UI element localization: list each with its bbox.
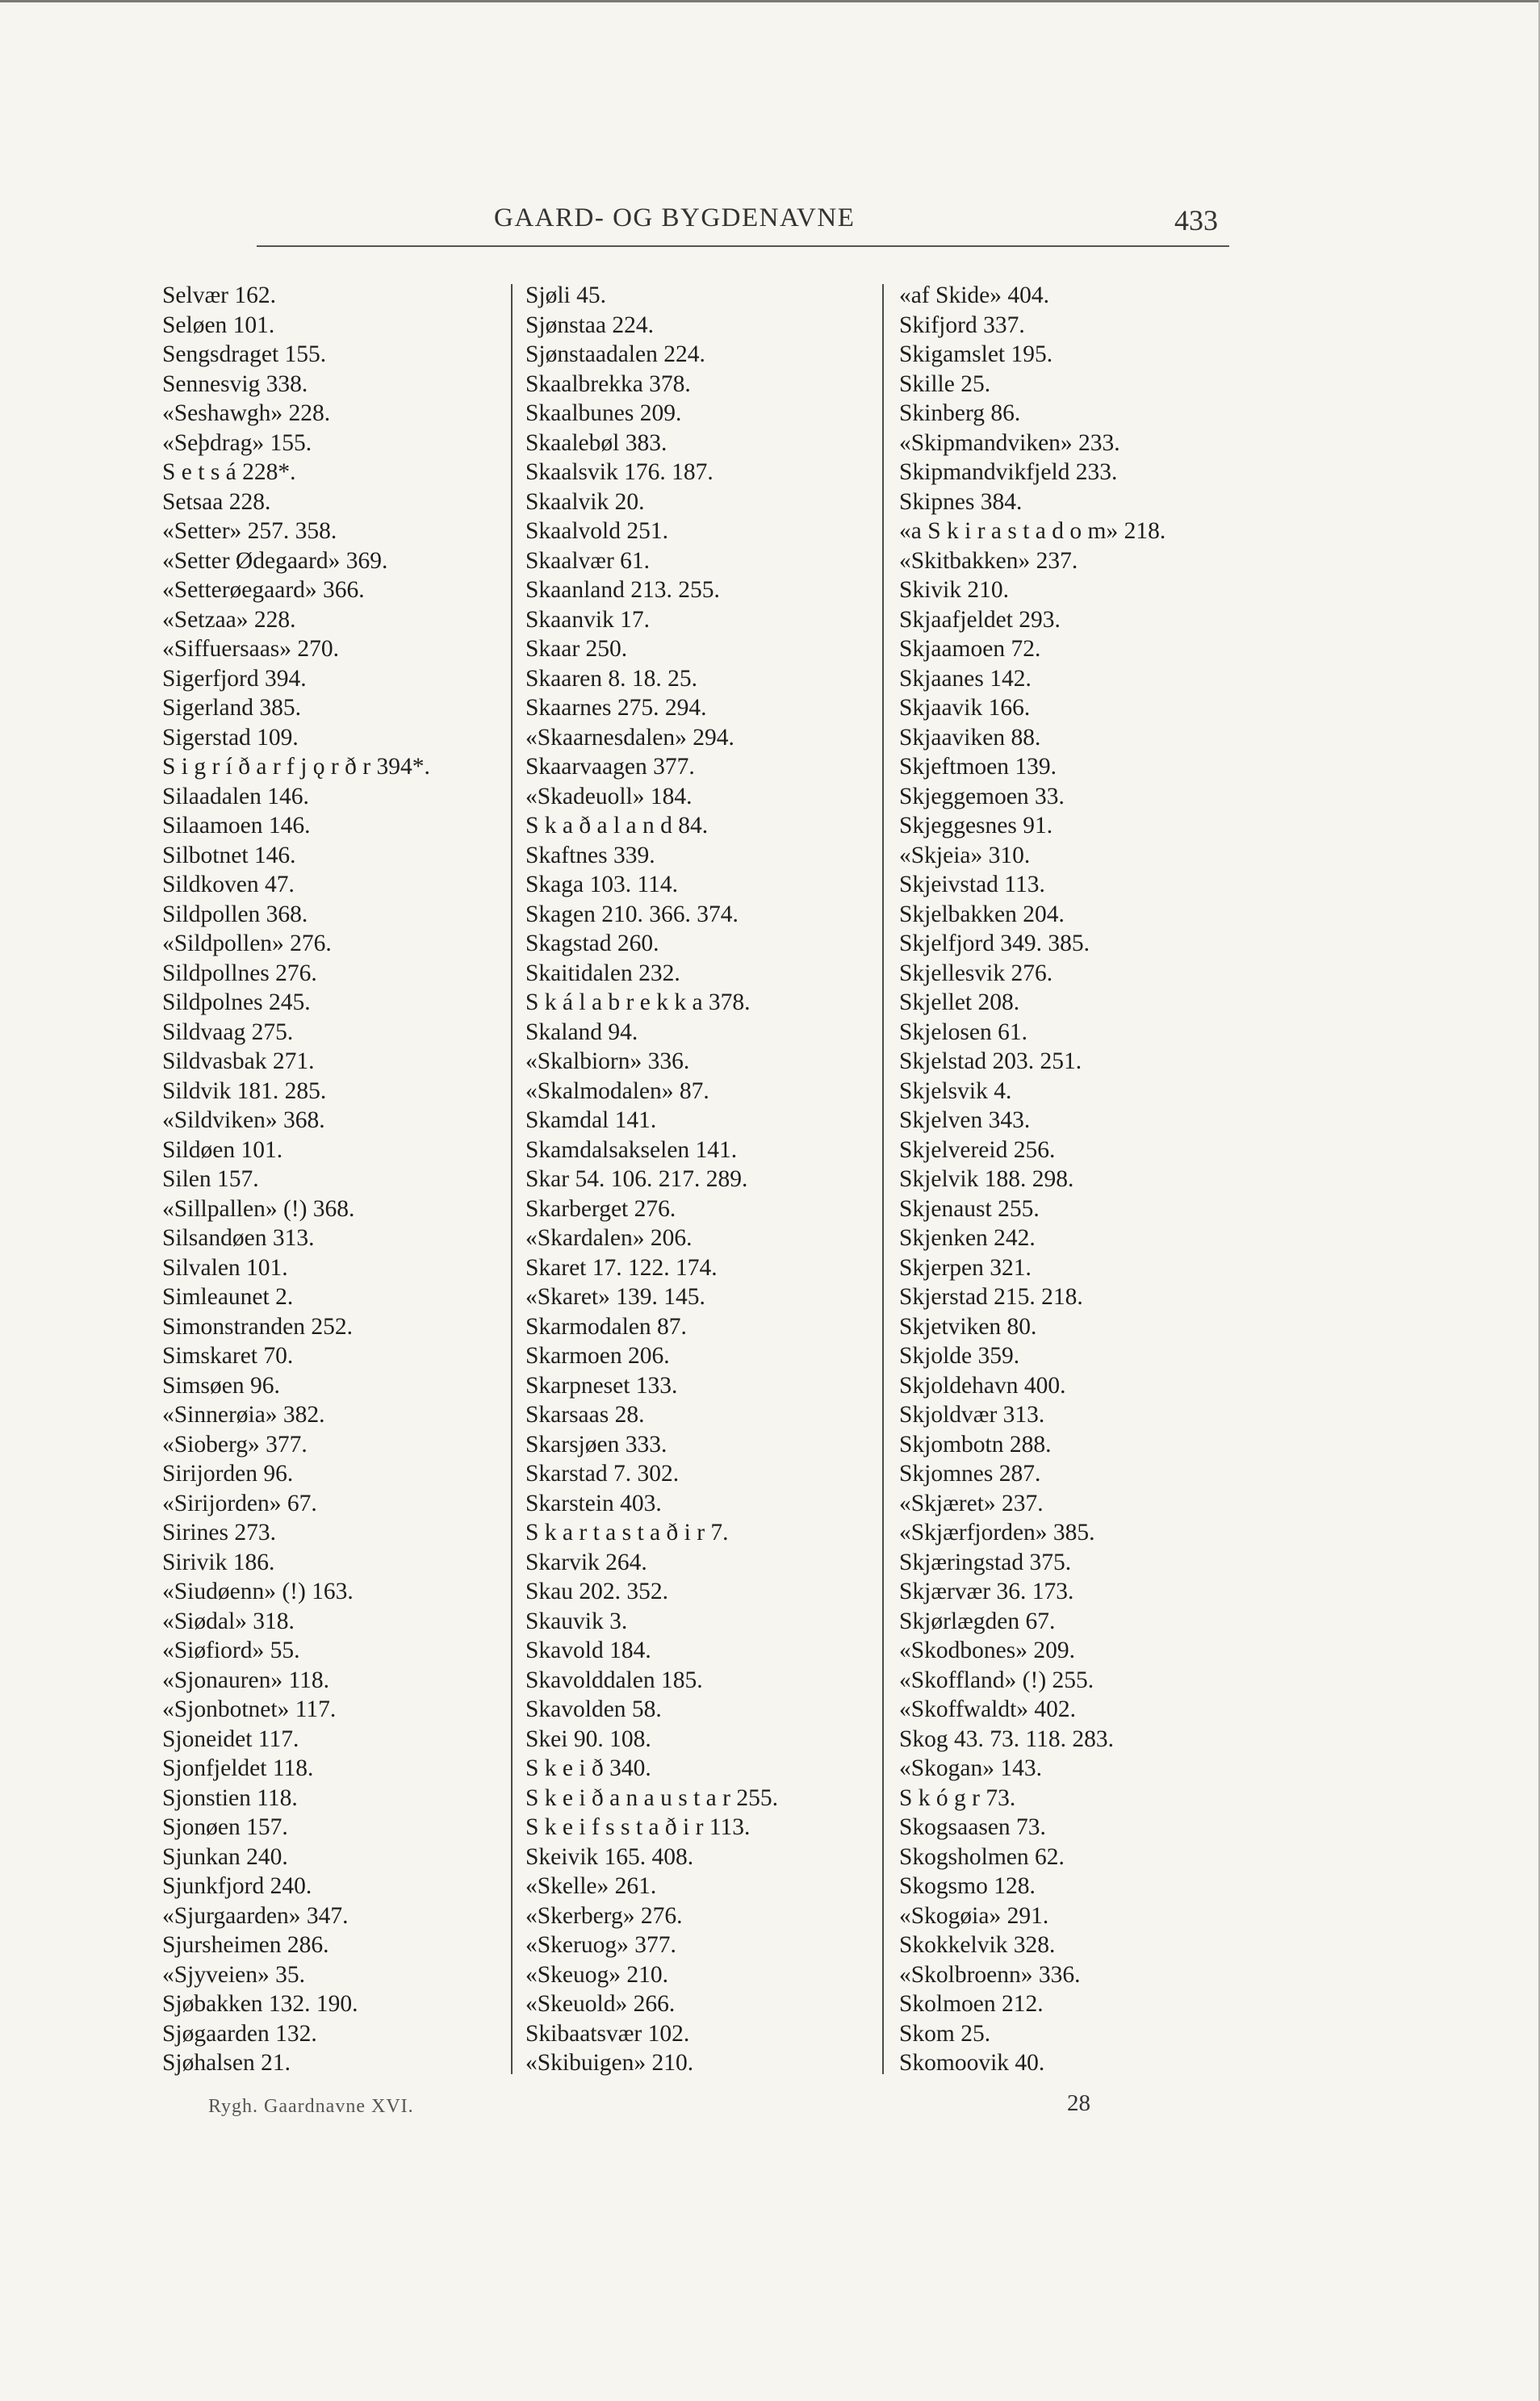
index-entry: «Siudøenn» (!) 163. bbox=[162, 1579, 354, 1604]
index-entry: Skagen 210. 366. 374. bbox=[525, 901, 739, 927]
index-entry: Silbotnet 146. bbox=[162, 842, 296, 868]
index-entry: Skille 25. bbox=[899, 370, 991, 397]
index-entry: Skjaanes 142. bbox=[899, 665, 1032, 692]
index-entry: «Sinnerøia» 382. bbox=[162, 1402, 325, 1428]
running-head: GAARD- OG BYGDENAVNE bbox=[494, 203, 856, 232]
index-entry: Skjelsvik 4. bbox=[899, 1077, 1012, 1104]
index-entry: Skjaamoen 72. bbox=[899, 636, 1041, 662]
index-entry: Sennesvig 338. bbox=[162, 370, 308, 397]
index-entry: Setsaa 228. bbox=[162, 488, 271, 515]
index-entry: Skaaren 8. 18. 25. bbox=[525, 665, 698, 692]
index-entry: «Skardalen» 206. bbox=[525, 1225, 693, 1251]
index-entry: «Setzaa» 228. bbox=[162, 606, 296, 633]
index-entry: Silaamoen 146. bbox=[162, 813, 311, 839]
index-entry: «Skjæret» 237. bbox=[899, 1490, 1044, 1516]
index-entry: Skjerpen 321. bbox=[899, 1254, 1032, 1281]
page-top-edge bbox=[0, 0, 1540, 2]
index-entry: Skarstein 403. bbox=[525, 1490, 662, 1516]
index-entry: Skogsmo 128. bbox=[899, 1873, 1036, 1899]
index-entry: «Skoffland» (!) 255. bbox=[899, 1667, 1094, 1693]
index-entry: Sengsdraget 155. bbox=[162, 341, 327, 367]
index-entry: Silen 157. bbox=[162, 1166, 259, 1192]
index-entry: S k á l a b r e k k a 378. bbox=[525, 989, 751, 1015]
index-entry: Skaitidalen 232. bbox=[525, 960, 680, 986]
index-entry: «Sjyveien» 35. bbox=[162, 1961, 305, 1988]
index-entry: Skarsjøen 333. bbox=[525, 1431, 667, 1458]
index-entry: Simskaret 70. bbox=[162, 1343, 294, 1369]
index-entry: «Sillpallen» (!) 368. bbox=[162, 1195, 355, 1222]
index-entry: Skaanvik 17. bbox=[525, 606, 651, 633]
index-entry: Skinberg 86. bbox=[899, 400, 1021, 426]
index-entry: Sildvasbak 271. bbox=[162, 1048, 315, 1074]
index-entry: «Sjurgaarden» 347. bbox=[162, 1902, 349, 1929]
index-entry: Skjerstad 215. 218. bbox=[899, 1284, 1083, 1310]
index-entry: Sjoneidet 117. bbox=[162, 1725, 299, 1752]
index-entry: Skaalsvik 176. 187. bbox=[525, 459, 714, 485]
index-entry: «Setter Ødegaard» 369. bbox=[162, 547, 388, 574]
index-entry: Sjøgaarden 132. bbox=[162, 2020, 317, 2047]
index-entry: «Skoffwaldt» 402. bbox=[899, 1696, 1077, 1722]
index-entry: Skjelvik 188. 298. bbox=[899, 1166, 1074, 1192]
index-entry: S i g r í ð a r f j ǫ r ð r 394*. bbox=[162, 754, 430, 780]
index-entry: «Sildpollen» 276. bbox=[162, 931, 332, 956]
index-entry: «Sjonauren» 118. bbox=[162, 1667, 330, 1693]
index-entry: «Skogøia» 291. bbox=[899, 1902, 1049, 1929]
index-entry: Skjelbakken 204. bbox=[899, 901, 1065, 927]
index-entry: Sildpolnes 245. bbox=[162, 989, 311, 1015]
index-entry: Skarberget 276. bbox=[525, 1195, 676, 1222]
index-entry: «Skadeuoll» 184. bbox=[525, 783, 693, 809]
index-entry: Sildkoven 47. bbox=[162, 872, 295, 897]
index-entry: «Siødal» 318. bbox=[162, 1608, 295, 1634]
index-entry: Skarstad 7. 302. bbox=[525, 1461, 680, 1487]
index-entry: «Setterøegaard» 366. bbox=[162, 577, 365, 603]
index-entry: «Skolbroenn» 336. bbox=[899, 1961, 1081, 1988]
index-entry: Skeivik 165. 408. bbox=[525, 1843, 694, 1870]
index-entry: Skjelvereid 256. bbox=[899, 1136, 1056, 1163]
index-entry: Skaftnes 339. bbox=[525, 842, 655, 868]
index-entry: S k e i f s s t a ð i r 113. bbox=[525, 1814, 751, 1840]
index-entry: Skjelosen 61. bbox=[899, 1019, 1027, 1045]
index-entry: Skolmoen 212. bbox=[899, 1991, 1044, 2017]
index-entry: Skjaavik 166. bbox=[899, 695, 1031, 721]
index-entry: Skjelstad 203. 251. bbox=[899, 1048, 1082, 1074]
index-entry: «Skerberg» 276. bbox=[525, 1902, 683, 1929]
index-entry: Sjunkan 240. bbox=[162, 1843, 288, 1870]
index-entry: Sjøhalsen 21. bbox=[162, 2050, 291, 2076]
index-entry: Simsøen 96. bbox=[162, 1372, 280, 1399]
index-entry: «Sioberg» 377. bbox=[162, 1431, 308, 1458]
page-number: 433 bbox=[1174, 204, 1218, 236]
index-entry: «Skalmodalen» 87. bbox=[525, 1077, 709, 1104]
index-entry: «Setter» 257. 358. bbox=[162, 518, 337, 544]
index-entry: Sigerfjord 394. bbox=[162, 665, 307, 692]
index-entry: Skjæringstad 375. bbox=[899, 1549, 1072, 1575]
index-entry: Skaanland 213. 255. bbox=[525, 577, 720, 603]
index-entry: Skjeftmoen 139. bbox=[899, 754, 1057, 780]
index-entry: Skaalvold 251. bbox=[525, 518, 668, 544]
index-entry: Skaalbunes 209. bbox=[525, 400, 682, 426]
index-entry: Sildpollnes 276. bbox=[162, 960, 317, 986]
index-entry: Skjenaust 255. bbox=[899, 1195, 1040, 1222]
index-entry: Skaalebøl 383. bbox=[525, 429, 667, 456]
index-entry: Skjelfjord 349. 385. bbox=[899, 931, 1090, 956]
index-entry: Skjaaviken 88. bbox=[899, 724, 1041, 751]
index-entry: Sjursheimen 286. bbox=[162, 1932, 329, 1958]
index-entry: Skavolddalen 185. bbox=[525, 1667, 703, 1693]
index-entry: Skivik 210. bbox=[899, 577, 1010, 603]
header-rule bbox=[257, 245, 1229, 247]
index-entry: Skau 202. 352. bbox=[525, 1579, 668, 1604]
index-entry: Skjomnes 287. bbox=[899, 1461, 1041, 1487]
index-entry: Skaga 103. 114. bbox=[525, 872, 678, 897]
index-entry: Sjønstaa 224. bbox=[525, 312, 654, 338]
index-entry: Skavold 184. bbox=[525, 1638, 651, 1663]
index-entry: Skauvik 3. bbox=[525, 1608, 628, 1634]
index-entry: S k ó g r 73. bbox=[899, 1784, 1016, 1811]
index-entry: S k a r t a s t a ð i r 7. bbox=[525, 1520, 729, 1546]
index-entry: Silvalen 101. bbox=[162, 1254, 288, 1281]
index-entry: Sildvik 181. 285. bbox=[162, 1077, 327, 1104]
index-entry: Skaland 94. bbox=[525, 1019, 638, 1045]
index-entry: Skjeggemoen 33. bbox=[899, 783, 1065, 809]
index-entry: Skarmodalen 87. bbox=[525, 1313, 687, 1340]
index-entry: «Skjeia» 310. bbox=[899, 842, 1031, 868]
index-entry: Skipmandvikfjeld 233. bbox=[899, 459, 1118, 485]
index-entry: Skjellesvik 276. bbox=[899, 960, 1053, 986]
index-entry: Skjeivstad 113. bbox=[899, 872, 1045, 897]
index-entry: Skaar 250. bbox=[525, 636, 628, 662]
index-entry: «Skjærfjorden» 385. bbox=[899, 1520, 1095, 1546]
index-entry: «Seshawgh» 228. bbox=[162, 400, 331, 426]
index-entry: S k e i ð a n a u s t a r 255. bbox=[525, 1784, 778, 1811]
index-entry: Skibaatsvær 102. bbox=[525, 2020, 690, 2047]
index-entry: Silaadalen 146. bbox=[162, 783, 309, 809]
column-rule-2 bbox=[882, 284, 884, 2074]
index-column-1 bbox=[162, 281, 430, 2078]
column-rule-1 bbox=[511, 284, 513, 2074]
index-entry: «Siffuersaas» 270. bbox=[162, 636, 340, 662]
index-entry: S k a ð a l a n d 84. bbox=[525, 813, 709, 839]
index-entry: Sjøli 45. bbox=[525, 282, 606, 308]
index-entry: S k e i ð 340. bbox=[525, 1755, 651, 1781]
index-entry: «Sirijorden» 67. bbox=[162, 1490, 317, 1516]
index-entry: Skjoldehavn 400. bbox=[899, 1372, 1066, 1399]
index-entry: Skaarnes 275. 294. bbox=[525, 695, 707, 721]
index-entry: «Skelle» 261. bbox=[525, 1873, 657, 1899]
index-entry: Sildpollen 368. bbox=[162, 901, 308, 927]
index-entry: Skjørlægden 67. bbox=[899, 1608, 1056, 1634]
index-entry: Skagstad 260. bbox=[525, 931, 659, 956]
index-entry: Skjoldvær 313. bbox=[899, 1402, 1045, 1428]
index-entry: Sjonfjeldet 118. bbox=[162, 1755, 314, 1781]
index-entry: «Sjonbotnet» 117. bbox=[162, 1696, 337, 1722]
index-entry: Skar 54. 106. 217. 289. bbox=[525, 1166, 748, 1192]
index-entry: Skjelven 343. bbox=[899, 1107, 1031, 1133]
index-entry: Skjellet 208. bbox=[899, 989, 1020, 1015]
index-entry: Sigerstad 109. bbox=[162, 724, 299, 751]
index-entry: «Sildviken» 368. bbox=[162, 1107, 325, 1133]
index-entry: Skarvik 264. bbox=[525, 1549, 647, 1575]
index-entry: Skog 43. 73. 118. 283. bbox=[899, 1725, 1115, 1752]
index-entry: «Seþdrag» 155. bbox=[162, 429, 312, 456]
index-entry: Skaalvær 61. bbox=[525, 547, 651, 574]
index-entry: «Skaret» 139. 145. bbox=[525, 1284, 705, 1310]
index-entry: Skarmoen 206. bbox=[525, 1343, 670, 1369]
index-entry: Skomoovik 40. bbox=[899, 2050, 1045, 2076]
index-entry: Sildøen 101. bbox=[162, 1136, 283, 1163]
index-entry: «Skaarnesdalen» 294. bbox=[525, 724, 734, 751]
index-entry: Skamdalsakselen 141. bbox=[525, 1136, 738, 1163]
index-entry: Skjeggesnes 91. bbox=[899, 813, 1053, 839]
index-entry: Skjombotn 288. bbox=[899, 1431, 1052, 1458]
index-entry: «a S k i r a s t a d o m» 218. bbox=[899, 518, 1166, 544]
index-entry: Skjærvær 36. 173. bbox=[899, 1579, 1074, 1604]
index-entry: «Skeruog» 377. bbox=[525, 1932, 676, 1958]
index-entry: Skaret 17. 122. 174. bbox=[525, 1254, 718, 1281]
index-entry: Skarsaas 28. bbox=[525, 1402, 645, 1428]
index-entry: «Skogan» 143. bbox=[899, 1755, 1042, 1781]
index-entry: Skipnes 384. bbox=[899, 488, 1023, 515]
index-entry: Simleaunet 2. bbox=[162, 1284, 294, 1310]
index-entry: Skei 90. 108. bbox=[525, 1725, 651, 1752]
index-entry: Skarpneset 133. bbox=[525, 1372, 678, 1399]
sheet-number: 28 bbox=[1067, 2090, 1090, 2116]
index-entry: Skamdal 141. bbox=[525, 1107, 657, 1133]
index-entry: «Skibuigen» 210. bbox=[525, 2050, 694, 2076]
index-entry: «Skalbiorn» 336. bbox=[525, 1048, 690, 1074]
index-entry: Simonstranden 252. bbox=[162, 1313, 353, 1340]
index-entry: «Siøfiord» 55. bbox=[162, 1638, 300, 1663]
index-entry: Skom 25. bbox=[899, 2020, 991, 2047]
index-entry: Skokkelvik 328. bbox=[899, 1932, 1056, 1958]
index-entry: «Skeuog» 210. bbox=[525, 1961, 668, 1988]
index-entry: Sjunkfjord 240. bbox=[162, 1873, 312, 1899]
index-entry: «Skipmandviken» 233. bbox=[899, 429, 1120, 456]
index-entry: Selvær 162. bbox=[162, 282, 276, 308]
index-entry: Skjolde 359. bbox=[899, 1343, 1020, 1369]
index-entry: Sildvaag 275. bbox=[162, 1019, 294, 1045]
index-entry: Skifjord 337. bbox=[899, 312, 1025, 338]
index-entry: Sjønstaadalen 224. bbox=[525, 341, 705, 367]
index-entry: Silsandøen 313. bbox=[162, 1225, 315, 1251]
index-entry: Skogsholmen 62. bbox=[899, 1843, 1065, 1870]
index-entry: Skaalbrekka 378. bbox=[525, 370, 691, 397]
index-entry: «Skitbakken» 237. bbox=[899, 547, 1078, 574]
index-entry: Skaarvaagen 377. bbox=[525, 754, 695, 780]
signature-mark: Rygh. Gaardnavne XVI. bbox=[208, 2096, 414, 2117]
index-entry: Skjenken 242. bbox=[899, 1225, 1036, 1251]
index-entry: Sirijorden 96. bbox=[162, 1461, 294, 1487]
index-entry: Sjøbakken 132. 190. bbox=[162, 1991, 358, 2017]
index-entry: Skjaafjeldet 293. bbox=[899, 606, 1061, 633]
index-entry: «Skeuold» 266. bbox=[525, 1991, 676, 2017]
index-entry: Sjonstien 118. bbox=[162, 1784, 298, 1811]
index-entry: Sigerland 385. bbox=[162, 695, 302, 721]
index-entry: Sjonøen 157. bbox=[162, 1814, 288, 1840]
index-entry: Sirivik 186. bbox=[162, 1549, 275, 1575]
index-entry: Skigamslet 195. bbox=[899, 341, 1053, 367]
index-entry: Sirines 273. bbox=[162, 1520, 276, 1546]
index-entry: Skogsaasen 73. bbox=[899, 1814, 1046, 1840]
index-entry: «Skodbones» 209. bbox=[899, 1638, 1075, 1663]
index-entry: Seløen 101. bbox=[162, 312, 275, 338]
index-entry: S e t s á 228*. bbox=[162, 459, 296, 485]
index-entry: «af Skide» 404. bbox=[899, 282, 1049, 308]
index-entry: Skjetviken 80. bbox=[899, 1313, 1037, 1340]
index-entry: Skavolden 58. bbox=[525, 1696, 662, 1722]
index-column-3 bbox=[899, 281, 1165, 2078]
index-entry: Skaalvik 20. bbox=[525, 488, 645, 515]
index-column-2 bbox=[525, 281, 778, 2078]
